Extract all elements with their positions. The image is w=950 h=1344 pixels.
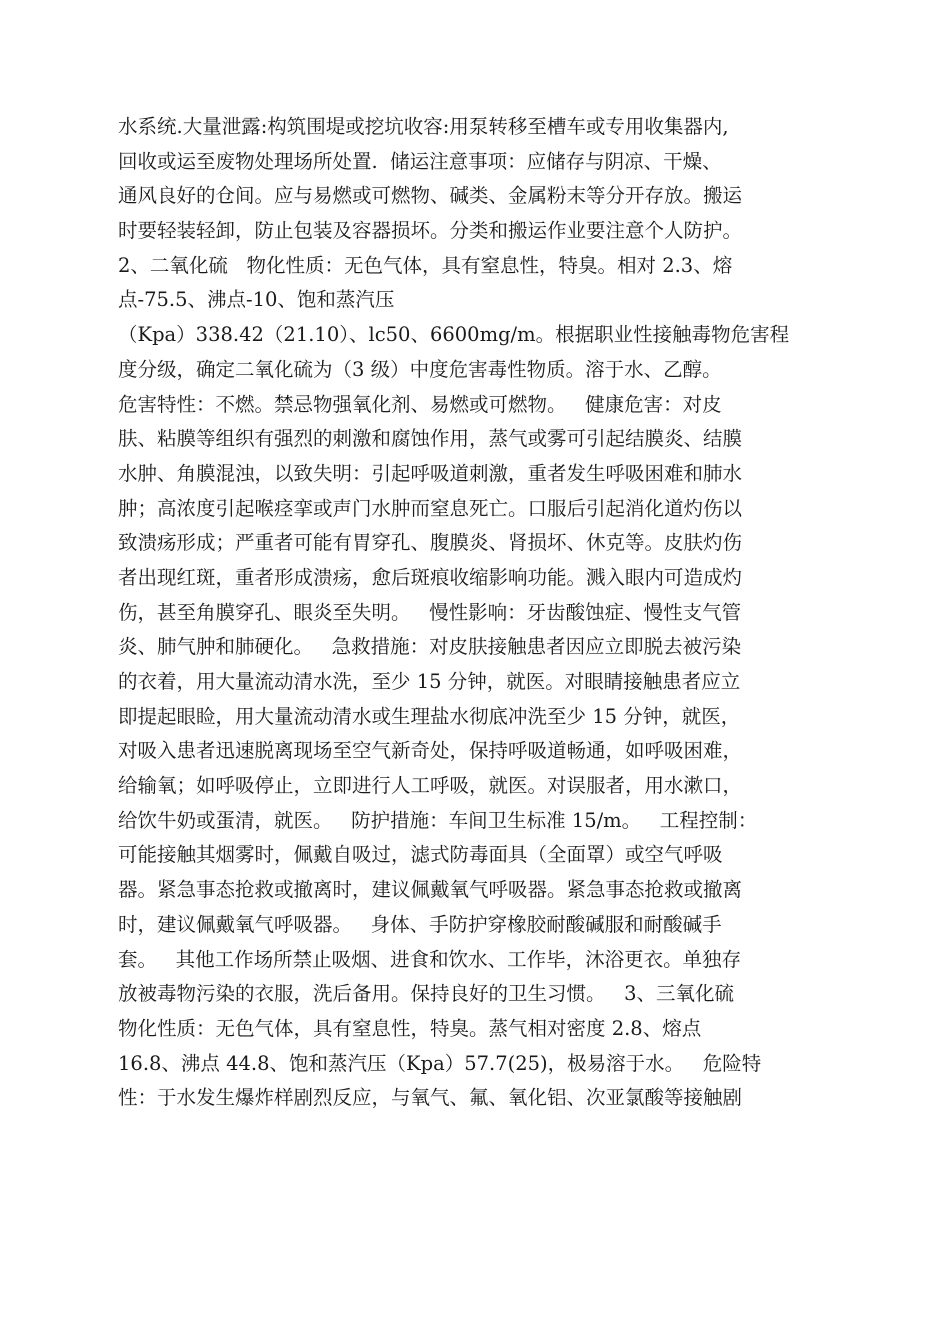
text-line: 肤、粘膜等组织有强烈的刺激和腐蚀作用，蒸气或雾可引起结膜炎、结膜 — [118, 427, 743, 451]
text-line: 可能接触其烟雾时，佩戴自吸过，滤式防毒面具（全面罩）或空气呼吸 — [118, 843, 723, 867]
text-line: 物化性质：无色气体，具有窒息性，特臭。蒸气相对密度 2.8、熔点 — [118, 1016, 702, 1040]
text-line: 套。 其他工作场所禁止吸烟、进食和饮水、工作毕，沐浴更衣。单独存 — [118, 947, 742, 971]
text-line: 危害特性：不燃。禁忌物强氧化剂、易燃或可燃物。 健康危害：对皮 — [118, 392, 722, 416]
text-line: 对吸入患者迅速脱离现场至空气新奇处，保持呼吸道畅通，如呼吸困难， — [118, 739, 743, 763]
text-line: 放被毒物污染的衣服，洗后备用。保持良好的卫生习惯。 3、三氧化硫 — [118, 982, 735, 1006]
text-line: 通风良好的仓间。应与易燃或可燃物、碱类、金属粉末等分开存放。搬运 — [118, 184, 743, 208]
text-line: 伤，甚至角膜穿孔、眼炎至失明。 慢性影响：牙齿酸蚀症、慢性支气管 — [118, 600, 742, 624]
text-line: 水系统.大量泄露:构筑围堤或挖坑收容:用泵转移至槽车或专用收集器内, — [118, 115, 729, 138]
text-line: 者出现红斑，重者形成溃疡，愈后斑痕收缩影响功能。溅入眼内可造成灼 — [118, 565, 743, 589]
text-line: （Kpa）338.42（21.10）、lc50、6600mg/m。根据职业性接触毒物危害程 — [118, 323, 790, 347]
text-line: 时要轻装轻卸，防止包装及容器损坏。分类和搬运作业要注意个人防护。 — [118, 219, 743, 243]
text-line: 16.8、沸点 44.8、饱和蒸汽压（Kpa）57.7(25)，极易溶于水。 危险特 — [118, 1051, 762, 1075]
text-line: 给饮牛奶或蛋清，就医。 防护措施：车间卫生标准 15/m。 工程控制： — [118, 808, 758, 832]
text-line: 致溃疡形成；严重者可能有胃穿孔、腹膜炎、肾损坏、休克等。皮肤灼伤 — [118, 531, 743, 555]
text-line: 度分级，确定二氧化硫为（3 级）中度危害毒性物质。溶于水、乙醇。 — [118, 357, 722, 381]
text-line: 即提起眼睑，用大量流动清水或生理盐水彻底冲洗至少 15 分钟，就医， — [118, 704, 741, 728]
text-line: 的衣着，用大量流动清水洗，至少 15 分钟，就医。对眼睛接触患者应立 — [118, 670, 741, 693]
text-line: 肿；高浓度引起喉痉挛或声门水肿而窒息死亡。口服后引起消化道灼伤以 — [118, 496, 743, 520]
text-line: 回收或运至废物处理场所处置. 储运注意事项：应储存与阴凉、干燥、 — [118, 149, 722, 173]
body-text — [118, 110, 838, 1116]
text-line: 点-75.5、沸点-10、饱和蒸汽压 — [118, 288, 395, 312]
text-line: 器。紧急事态抢救或撤离时，建议佩戴氧气呼吸器。紧急事态抢救或撤离 — [118, 878, 743, 902]
text-line: 水肿、角膜混浊，以致失明：引起呼吸道刺激，重者发生呼吸困难和肺水 — [118, 461, 743, 485]
text-line: 时，建议佩戴氧气呼吸器。 身体、手防护穿橡胶耐酸碱服和耐酸碱手 — [118, 912, 722, 936]
text-line: 给输氧；如呼吸停止，立即进行人工呼吸，就医。对误服者，用水漱口， — [118, 774, 743, 798]
text-line: 炎、肺气肿和肺硬化。 急救措施：对皮肤接触患者因应立即脱去被污染 — [118, 635, 742, 659]
text-line: 2、二氧化硫 物化性质：无色气体，具有窒息性，特臭。相对 2.3、熔 — [118, 253, 733, 277]
text-line: 性：于水发生爆炸样剧烈反应，与氧气、氟、氧化铝、次亚氯酸等接触剧 — [118, 1086, 743, 1110]
